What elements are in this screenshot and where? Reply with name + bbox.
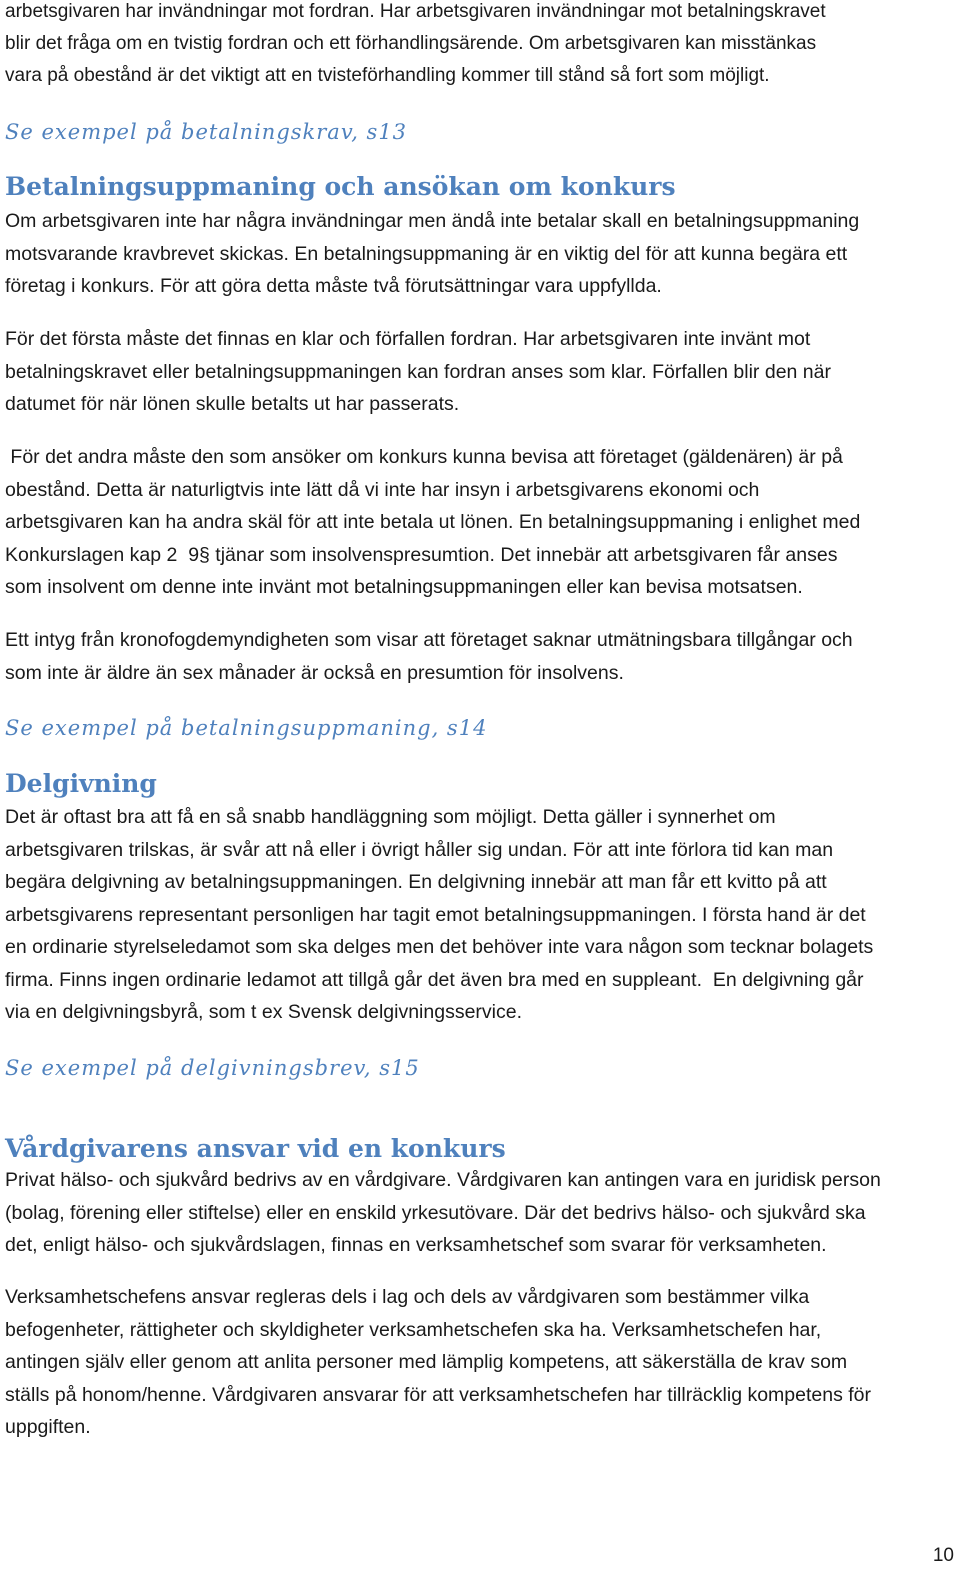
text-line: som inte är äldre än sex månader är också en presumtion för insolvens. xyxy=(5,661,624,684)
text-line: (bolag, förening eller stiftelse) eller en enskild yrkesutövare. Där det bedrivs hälso- och sjukvård ska xyxy=(5,1201,866,1224)
text-line: via en delgivningsbyrå, som t ex Svensk delgivningsservice. xyxy=(5,1001,523,1023)
paragraph xyxy=(5,441,860,604)
intro-paragraph xyxy=(5,0,826,92)
text-line: För det första måste det finnas en klar och förfallen fordran. Har arbetsgivaren inte invänt mot xyxy=(5,328,811,350)
example-reference-link[interactable]: Se exempel på delgivningsbrev, s15 xyxy=(5,1056,420,1080)
text-line: vara på obestånd är det viktigt att en tvisteförhandling kommer till stånd så fort som möjligt. xyxy=(5,65,770,86)
example-reference-link[interactable]: Se exempel på betalningsuppmaning, s14 xyxy=(5,716,488,740)
text-line: obestånd. Detta är naturligtvis inte lätt då vi inte har insyn i arbetsgivarens ekonomi och xyxy=(5,478,760,501)
section-heading-betalningsuppmaning: Betalningsuppmaning och ansökan om konkurs xyxy=(5,172,676,201)
text-line: betalningskravet eller betalningsuppmaningen kan fordran anses som klar. Förfallen blir den när xyxy=(5,360,831,383)
section-heading-vardgivarens-ansvar: Vårdgivarens ansvar vid en konkurs xyxy=(5,1134,506,1163)
paragraph xyxy=(5,801,873,1029)
text-line: uppgiften. xyxy=(5,1416,91,1438)
text-line: Det är oftast bra att få en så snabb handläggning som möjligt. Detta gäller i synnerhet om xyxy=(5,806,776,828)
text-line: begära delgivning av betalningsuppmaningen. En delgivning innebär att man får ett kvitto på att xyxy=(5,871,827,893)
text-line: Konkurslagen kap 2 9§ tjänar som insolvenspresumtion. Det innebär att arbetsgivaren får anses xyxy=(5,543,838,566)
text-line: det, enligt hälso- och sjukvårdslagen, finnas en verksamhetschef som svarar för verksamheten. xyxy=(5,1234,827,1256)
text-line: antingen själv eller genom att anlita personer med lämplig kompetens, att säkerställa de krav som xyxy=(5,1351,848,1373)
text-line: arbetsgivaren trilskas, är svår att nå eller i övrigt håller sig undan. För att inte förlora tid kan man xyxy=(5,838,834,861)
text-line: arbetsgivarens representant personligen har tagit emot betalningsuppmaningen. I första hand är det xyxy=(5,903,866,926)
paragraph xyxy=(5,323,831,421)
text-line: ställs på honom/henne. Vårdgivaren ansvarar för att verksamhetschefen har tillräcklig kompetens för xyxy=(5,1383,872,1406)
paragraph xyxy=(5,1164,881,1262)
paragraph xyxy=(5,624,853,689)
text-line: befogenheter, rättigheter och skyldigheter verksamhetschefen ska ha. Verksamhetschefen har, xyxy=(5,1318,822,1341)
text-line: För det andra måste den som ansöker om konkurs kunna bevisa att företaget (gäldenären) är på xyxy=(5,446,843,468)
paragraph xyxy=(5,1281,871,1444)
text-line: Privat hälso- och sjukvård bedrivs av en vårdgivare. Vårdgivaren kan antingen vara en juridisk person xyxy=(5,1169,881,1191)
text-line: företag i konkurs. För att göra detta måste två förutsättningar vara uppfyllda. xyxy=(5,275,662,297)
text-line: arbetsgivaren kan ha andra skäl för att inte betala ut lönen. En betalningsuppmaning i enlighet med xyxy=(5,511,861,533)
example-reference-link[interactable]: Se exempel på betalningskrav, s13 xyxy=(5,120,408,144)
text-line: Verksamhetschefens ansvar regleras dels i lag och dels av vårdgivaren som bestämmer vilka xyxy=(5,1286,810,1308)
text-line: datumet för när lönen skulle betalts ut har passerats. xyxy=(5,393,460,415)
text-line: blir det fråga om en tvistig fordran och ett förhandlingsärende. Om arbetsgivaren kan misstänkas xyxy=(5,33,817,54)
section-heading-delgivning: Delgivning xyxy=(5,769,157,798)
text-line: motsvarande kravbrevet skickas. En betalningsuppmaning är en viktig del för att kunna begära ett xyxy=(5,242,848,265)
text-line: som insolvent om denne inte invänt mot betalningsuppmaningen eller kan bevisa motsatsen. xyxy=(5,576,803,598)
text-line: en ordinarie styrelseledamot som ska delges men det behöver inte vara någon som tecknar bolagets xyxy=(5,936,874,958)
page-number: 10 xyxy=(932,1545,954,1566)
paragraph xyxy=(5,205,859,303)
text-line: Ett intyg från kronofogdemyndigheten som visar att företaget saknar utmätningsbara tillgångar och xyxy=(5,629,853,651)
text-line: arbetsgivaren har invändningar mot fordran. Har arbetsgivaren invändningar mot betalningskravet xyxy=(5,1,826,22)
text-line: firma. Finns ingen ordinarie ledamot att tillgå går det även bra med en suppleant. En delgivning går xyxy=(5,968,864,991)
text-line: Om arbetsgivaren inte har några invändningar men ändå inte betalar skall en betalningsuppmaning xyxy=(5,210,860,232)
